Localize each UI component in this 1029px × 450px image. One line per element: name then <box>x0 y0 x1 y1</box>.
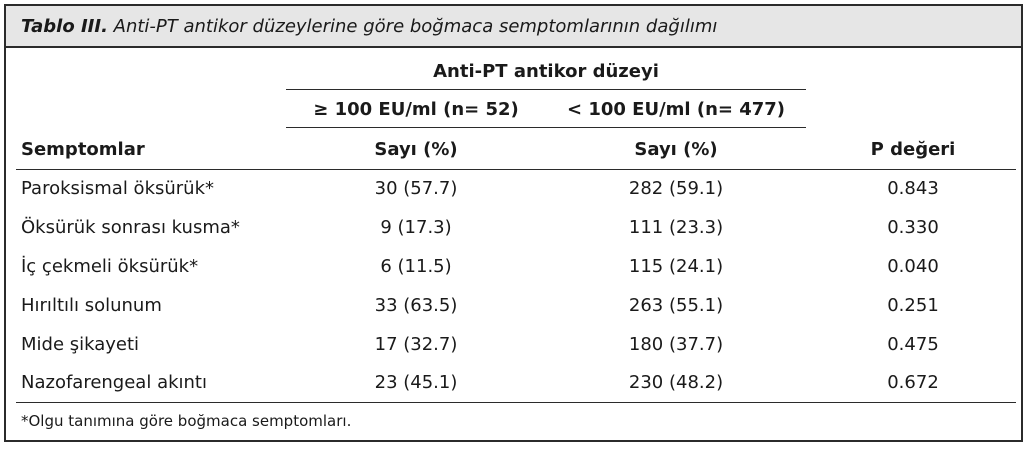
header-rule <box>16 169 1016 170</box>
row-low-count: 115 (24.1) <box>628 256 724 277</box>
row-symptom: Öksürük sonrası kusma* <box>21 217 240 238</box>
subgroup-high: ≥ 100 EU/ml (n= 52) <box>313 99 519 120</box>
row-high-count: 17 (32.7) <box>374 334 458 355</box>
column-header-high-count: Sayı (%) <box>374 139 458 160</box>
row-p-value: 0.040 <box>887 256 939 277</box>
row-symptom: Hırıltılı solunum <box>21 295 162 316</box>
table-title-bar <box>6 6 1021 48</box>
row-high-count: 6 (11.5) <box>380 256 452 277</box>
subgroup-low: < 100 EU/ml (n= 477) <box>566 99 786 120</box>
row-p-value: 0.330 <box>887 217 939 238</box>
row-low-count: 282 (59.1) <box>628 178 724 199</box>
row-low-count: 230 (48.2) <box>628 372 724 393</box>
row-symptom: Mide şikayeti <box>21 334 140 355</box>
row-p-value: 0.475 <box>887 334 939 355</box>
row-symptom: İç çekmeli öksürük* <box>21 256 199 277</box>
column-header-symptoms: Semptomlar <box>21 139 145 160</box>
row-high-count: 33 (63.5) <box>374 295 458 316</box>
subgroup-rule <box>286 127 806 128</box>
table-caption <box>21 16 717 37</box>
row-high-count: 30 (57.7) <box>374 178 458 199</box>
row-low-count: 111 (23.3) <box>628 217 724 238</box>
column-header-p-value: P değeri <box>870 139 956 160</box>
row-high-count: 9 (17.3) <box>380 217 452 238</box>
row-low-count: 180 (37.7) <box>628 334 724 355</box>
bottom-rule <box>16 402 1016 403</box>
row-p-value: 0.843 <box>887 178 939 199</box>
column-header-low-count: Sayı (%) <box>634 139 718 160</box>
table-footnote: *Olgu tanımına göre boğmaca semptomları. <box>21 412 352 430</box>
row-p-value: 0.672 <box>887 372 939 393</box>
table-label: Tablo III. <box>21 16 108 37</box>
table-frame <box>4 4 1023 442</box>
row-symptom: Paroksismal öksürük* <box>21 178 215 199</box>
group-header: Anti-PT antikor düzeyi <box>433 61 659 82</box>
row-p-value: 0.251 <box>887 295 939 316</box>
row-high-count: 23 (45.1) <box>374 372 458 393</box>
group-header-rule <box>286 89 806 90</box>
row-low-count: 263 (55.1) <box>628 295 724 316</box>
table-caption-text: Anti-PT antikor düzeylerine göre boğmaca semptomlarının dağılımı <box>113 16 718 37</box>
row-symptom: Nazofarengeal akıntı <box>21 372 207 393</box>
